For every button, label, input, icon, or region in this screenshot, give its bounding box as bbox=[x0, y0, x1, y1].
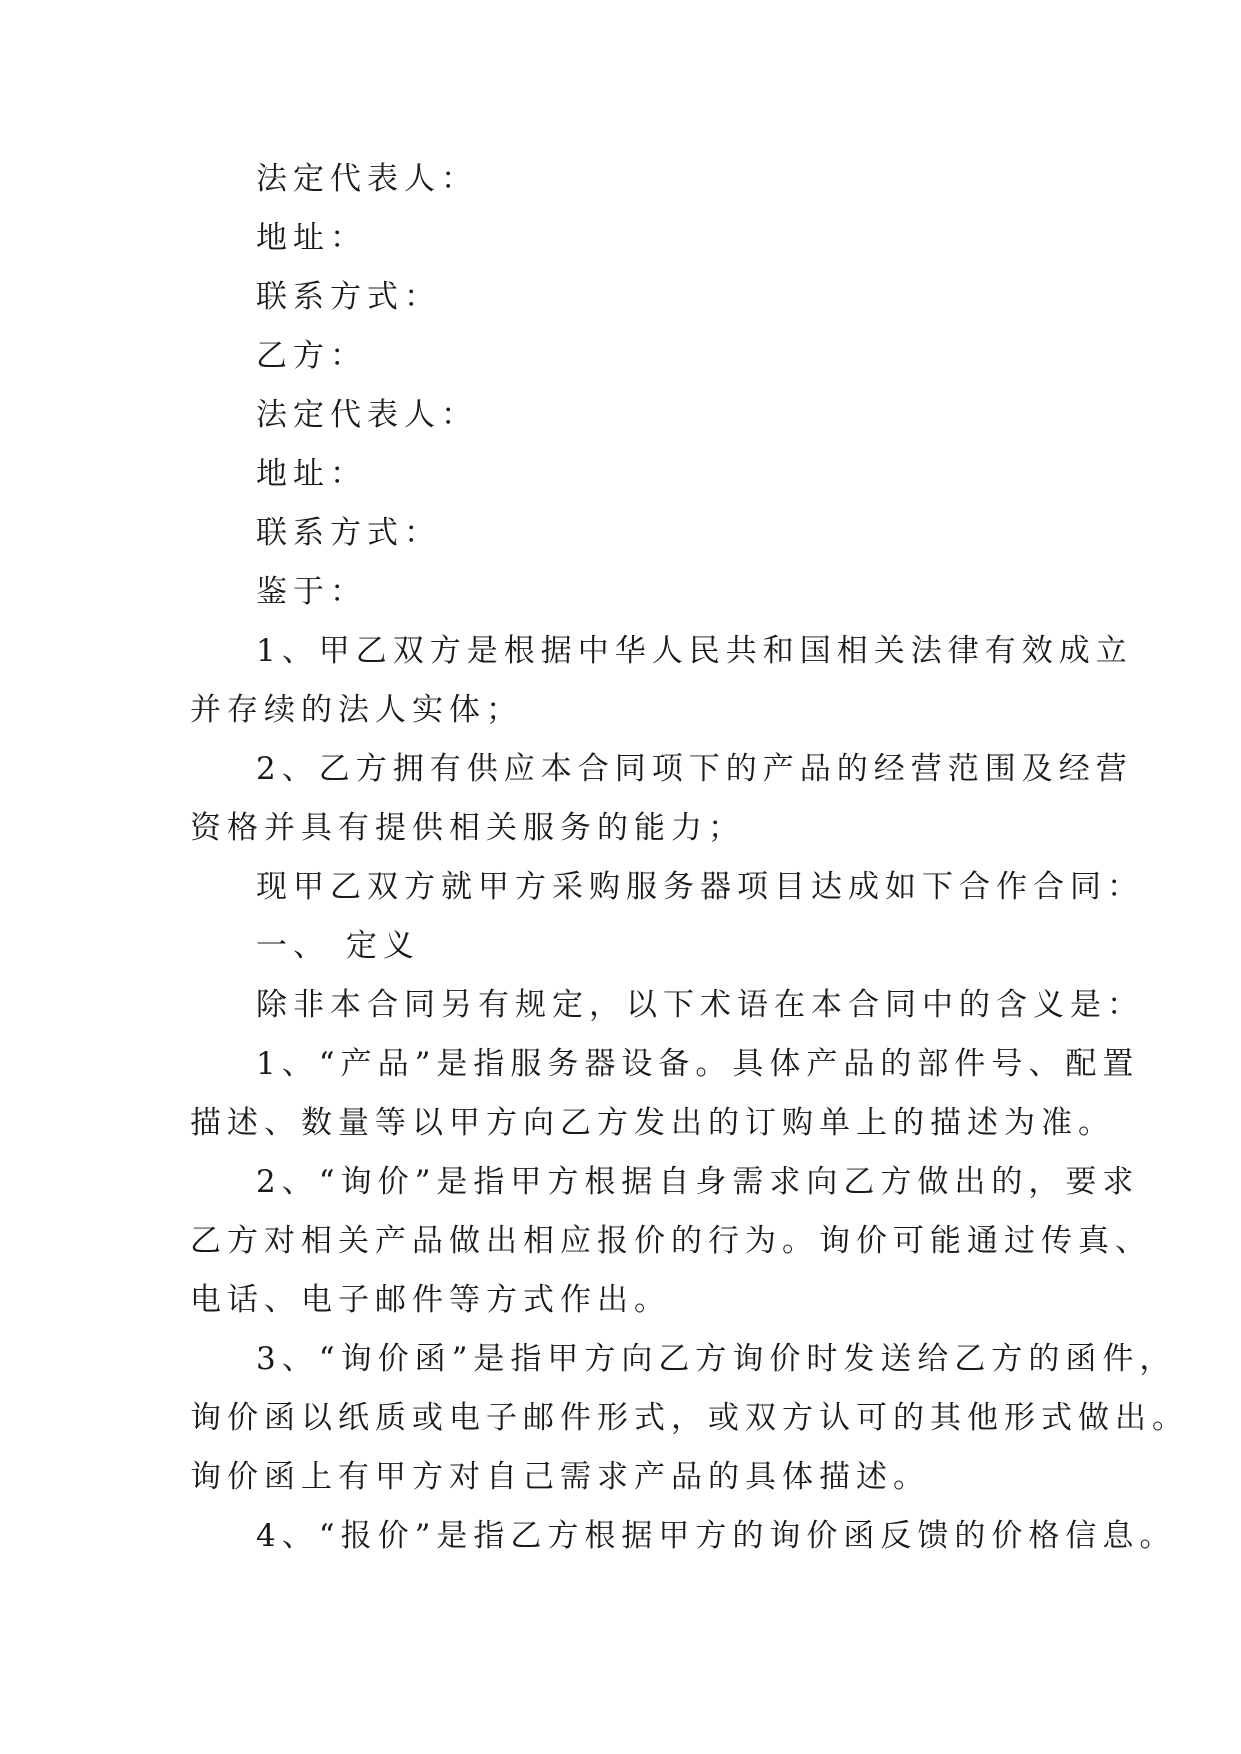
document-line: 描述、数量等以甲方向乙方发出的订购单上的描述为准。 bbox=[190, 1105, 1115, 1141]
document-line: 1、甲乙双方是根据中华人民共和国相关法律有效成立 bbox=[256, 633, 1133, 669]
document-line: 乙方对相关产品做出相应报价的行为。询价可能通过传真、 bbox=[190, 1223, 1152, 1259]
document-line: 地址： bbox=[256, 220, 367, 256]
document-line: 法定代表人： bbox=[256, 397, 478, 433]
document-line: 乙方： bbox=[256, 338, 367, 374]
document-line: 2、“询价”是指甲方根据自身需求向乙方做出的，要求 bbox=[256, 1164, 1140, 1200]
document-line: 1、“产品”是指服务器设备。具体产品的部件号、配置 bbox=[256, 1046, 1140, 1082]
document-line: 询价函上有甲方对自己需求产品的具体描述。 bbox=[190, 1459, 930, 1495]
document-line: 4、“报价”是指乙方根据甲方的询价函反馈的价格信息。 bbox=[256, 1518, 1177, 1554]
document-line: 并存续的法人实体； bbox=[190, 692, 523, 728]
document-line: 3、“询价函”是指甲方向乙方询价时发送给乙方的函件， bbox=[256, 1341, 1177, 1377]
document-line: 电话、电子邮件等方式作出。 bbox=[190, 1282, 671, 1318]
document-line: 一、 定义 bbox=[256, 928, 420, 964]
document-line: 法定代表人： bbox=[256, 161, 478, 197]
document-line: 除非本合同另有规定，以下术语在本合同中的含义是： bbox=[256, 987, 1144, 1023]
document-line: 资格并具有提供相关服务的能力； bbox=[190, 810, 745, 846]
document-line: 地址： bbox=[256, 456, 367, 492]
document-line: 联系方式： bbox=[256, 515, 441, 551]
document-line: 2、乙方拥有供应本合同项下的产品的经营范围及经营 bbox=[256, 751, 1133, 787]
document-line: 现甲乙双方就甲方采购服务器项目达成如下合作合同： bbox=[256, 869, 1144, 905]
document-body bbox=[190, 150, 1189, 1566]
document-line: 鉴于： bbox=[256, 574, 367, 610]
document-line: 联系方式： bbox=[256, 279, 441, 315]
document-line: 询价函以纸质或电子邮件形式，或双方认可的其他形式做出。 bbox=[190, 1400, 1189, 1436]
